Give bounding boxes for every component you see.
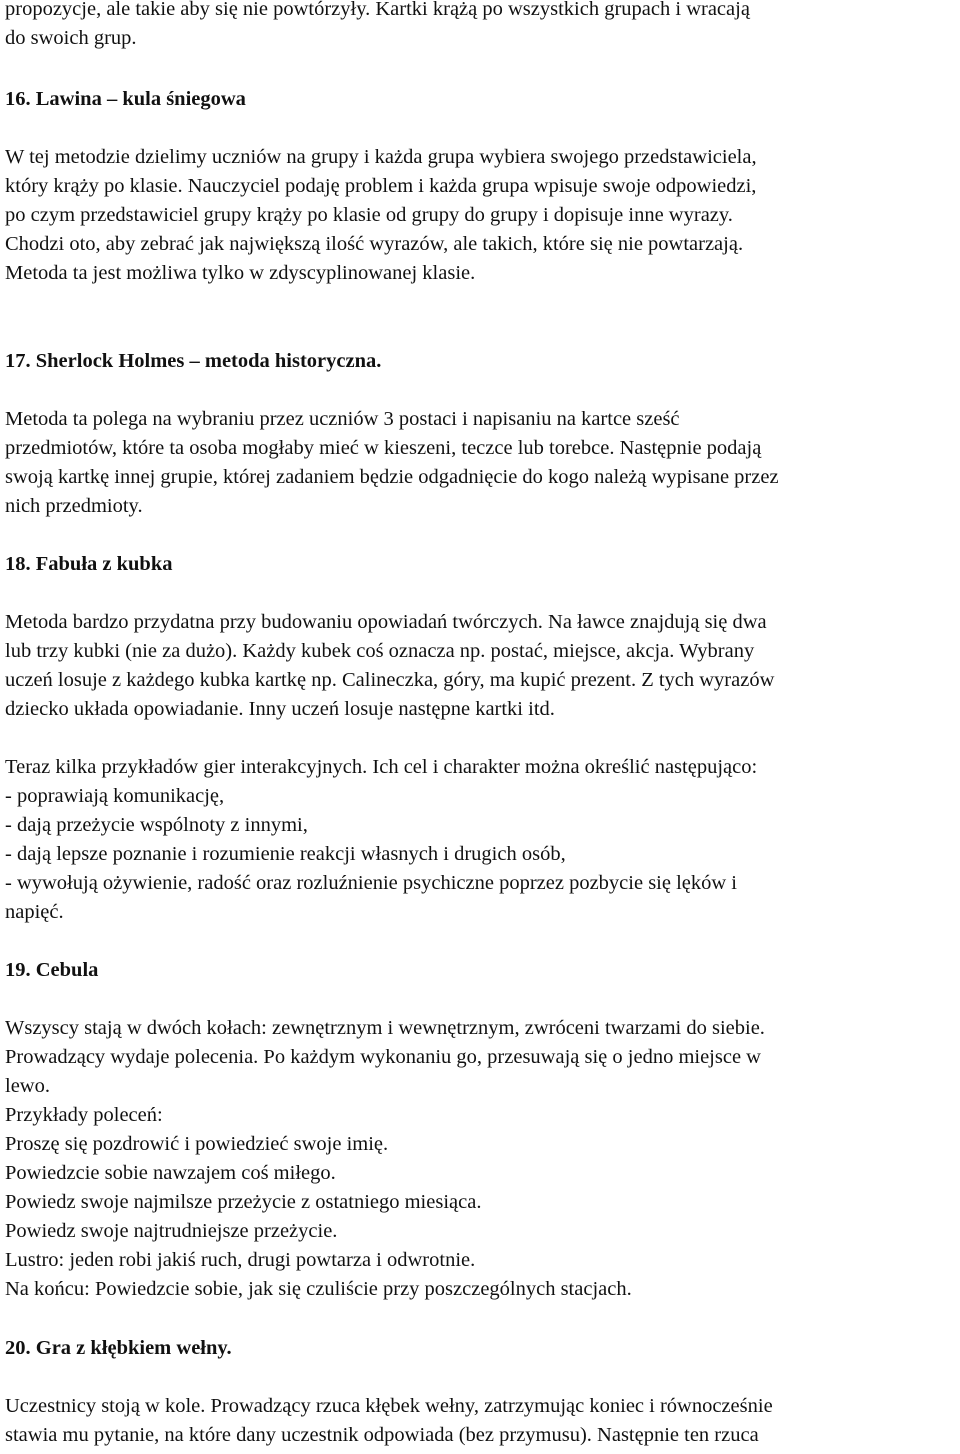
paragraph-line: Metoda ta jest możliwa tylko w zdyscyplinowanej klasie. — [5, 262, 476, 284]
paragraph-line: przedmiotów, które ta osoba mogłaby mieć w kieszeni, teczce lub torebce. Następnie podają — [5, 437, 762, 459]
paragraph-line: po czym przedstawiciel grupy krąży po klasie od grupy do grupy i dopisuje inne wyrazy. — [5, 204, 733, 226]
paragraph-line: Powiedz swoje najtrudniejsze przeżycie. — [5, 1220, 338, 1242]
list-item: - dają lepsze poznanie i rozumienie reakcji własnych i drugich osób, — [5, 843, 566, 865]
section-heading-20: 20. Gra z kłębkiem wełny. — [5, 1337, 232, 1359]
section-heading-17: 17. Sherlock Holmes – metoda historyczna. — [5, 350, 382, 372]
paragraph-line: Na końcu: Powiedzcie sobie, jak się czuliście przy poszczególnych stacjach. — [5, 1278, 632, 1300]
list-item: napięć. — [5, 901, 64, 923]
paragraph-line: Metoda bardzo przydatna przy budowaniu opowiadań twórczych. Na ławce znajdują się dwa — [5, 611, 767, 633]
paragraph-line: Proszę się pozdrowić i powiedzieć swoje imię. — [5, 1133, 389, 1155]
paragraph-line: uczeń losuje z każdego kubka kartkę np. Calineczka, góry, ma kupić prezent. Z tych wyrazów — [5, 669, 775, 691]
list-item: - poprawiają komunikację, — [5, 785, 225, 807]
paragraph-line: do swoich grup. — [5, 27, 137, 49]
paragraph-line: Lustro: jeden robi jakiś ruch, drugi powtarza i odwrotnie. — [5, 1249, 476, 1271]
paragraph-line: nich przedmioty. — [5, 495, 143, 517]
list-item: - dają przeżycie wspólnoty z innymi, — [5, 814, 308, 836]
paragraph-line: Teraz kilka przykładów gier interakcyjnych. Ich cel i charakter można określić następująco: — [5, 756, 758, 778]
paragraph-line: Przykłady poleceń: — [5, 1104, 163, 1126]
list-item: - wywołują ożywienie, radość oraz rozluźnienie psychiczne poprzez pozbycie się lęków i — [5, 872, 738, 894]
paragraph-line: Prowadzący wydaje polecenia. Po każdym wykonaniu go, przesuwają się o jedno miejsce w — [5, 1046, 761, 1068]
paragraph-line: Powiedz swoje najmilsze przeżycie z ostatniego miesiąca. — [5, 1191, 482, 1213]
section-heading-18: 18. Fabuła z kubka — [5, 553, 173, 575]
paragraph-line: Wszyscy stają w dwóch kołach: zewnętrznym i wewnętrznym, zwróceni twarzami do siebie. — [5, 1017, 765, 1039]
paragraph-line: lewo. — [5, 1075, 50, 1097]
paragraph-line: Chodzi oto, aby zebrać jak największą ilość wyrazów, ale takich, które się nie powtarzają. — [5, 233, 744, 255]
section-heading-16: 16. Lawina – kula śniegowa — [5, 88, 246, 110]
paragraph-line: dziecko układa opowiadanie. Inny uczeń losuje następne kartki itd. — [5, 698, 555, 720]
paragraph-line: stawia mu pytanie, na które dany uczestnik odpowiada (bez przymusu). Następnie ten rzuca — [5, 1424, 759, 1446]
paragraph-line: swoją kartkę innej grupie, której zadaniem będzie odgadnięcie do kogo należą wypisane przez — [5, 466, 779, 488]
paragraph-line: który krąży po klasie. Nauczyciel podaję problem i każda grupa wpisuje swoje odpowiedzi, — [5, 175, 757, 197]
paragraph-line: lub trzy kubki (nie za dużo). Każdy kubek coś oznacza np. postać, miejsce, akcja. Wybrany — [5, 640, 755, 662]
paragraph-line: propozycje, ale takie aby się nie powtórzyły. Kartki krążą po wszystkich grupach i wracają — [5, 0, 750, 20]
paragraph-line: Metoda ta polega na wybraniu przez uczniów 3 postaci i napisaniu na kartce sześć — [5, 408, 680, 430]
paragraph-line: W tej metodzie dzielimy uczniów na grupy i każda grupa wybiera swojego przedstawiciela, — [5, 146, 757, 168]
paragraph-line: Uczestnicy stoją w kole. Prowadzący rzuca kłębek wełny, zatrzymując koniec i równocześnie — [5, 1395, 773, 1417]
paragraph-line: Powiedzcie sobie nawzajem coś miłego. — [5, 1162, 336, 1184]
section-heading-19: 19. Cebula — [5, 959, 99, 981]
